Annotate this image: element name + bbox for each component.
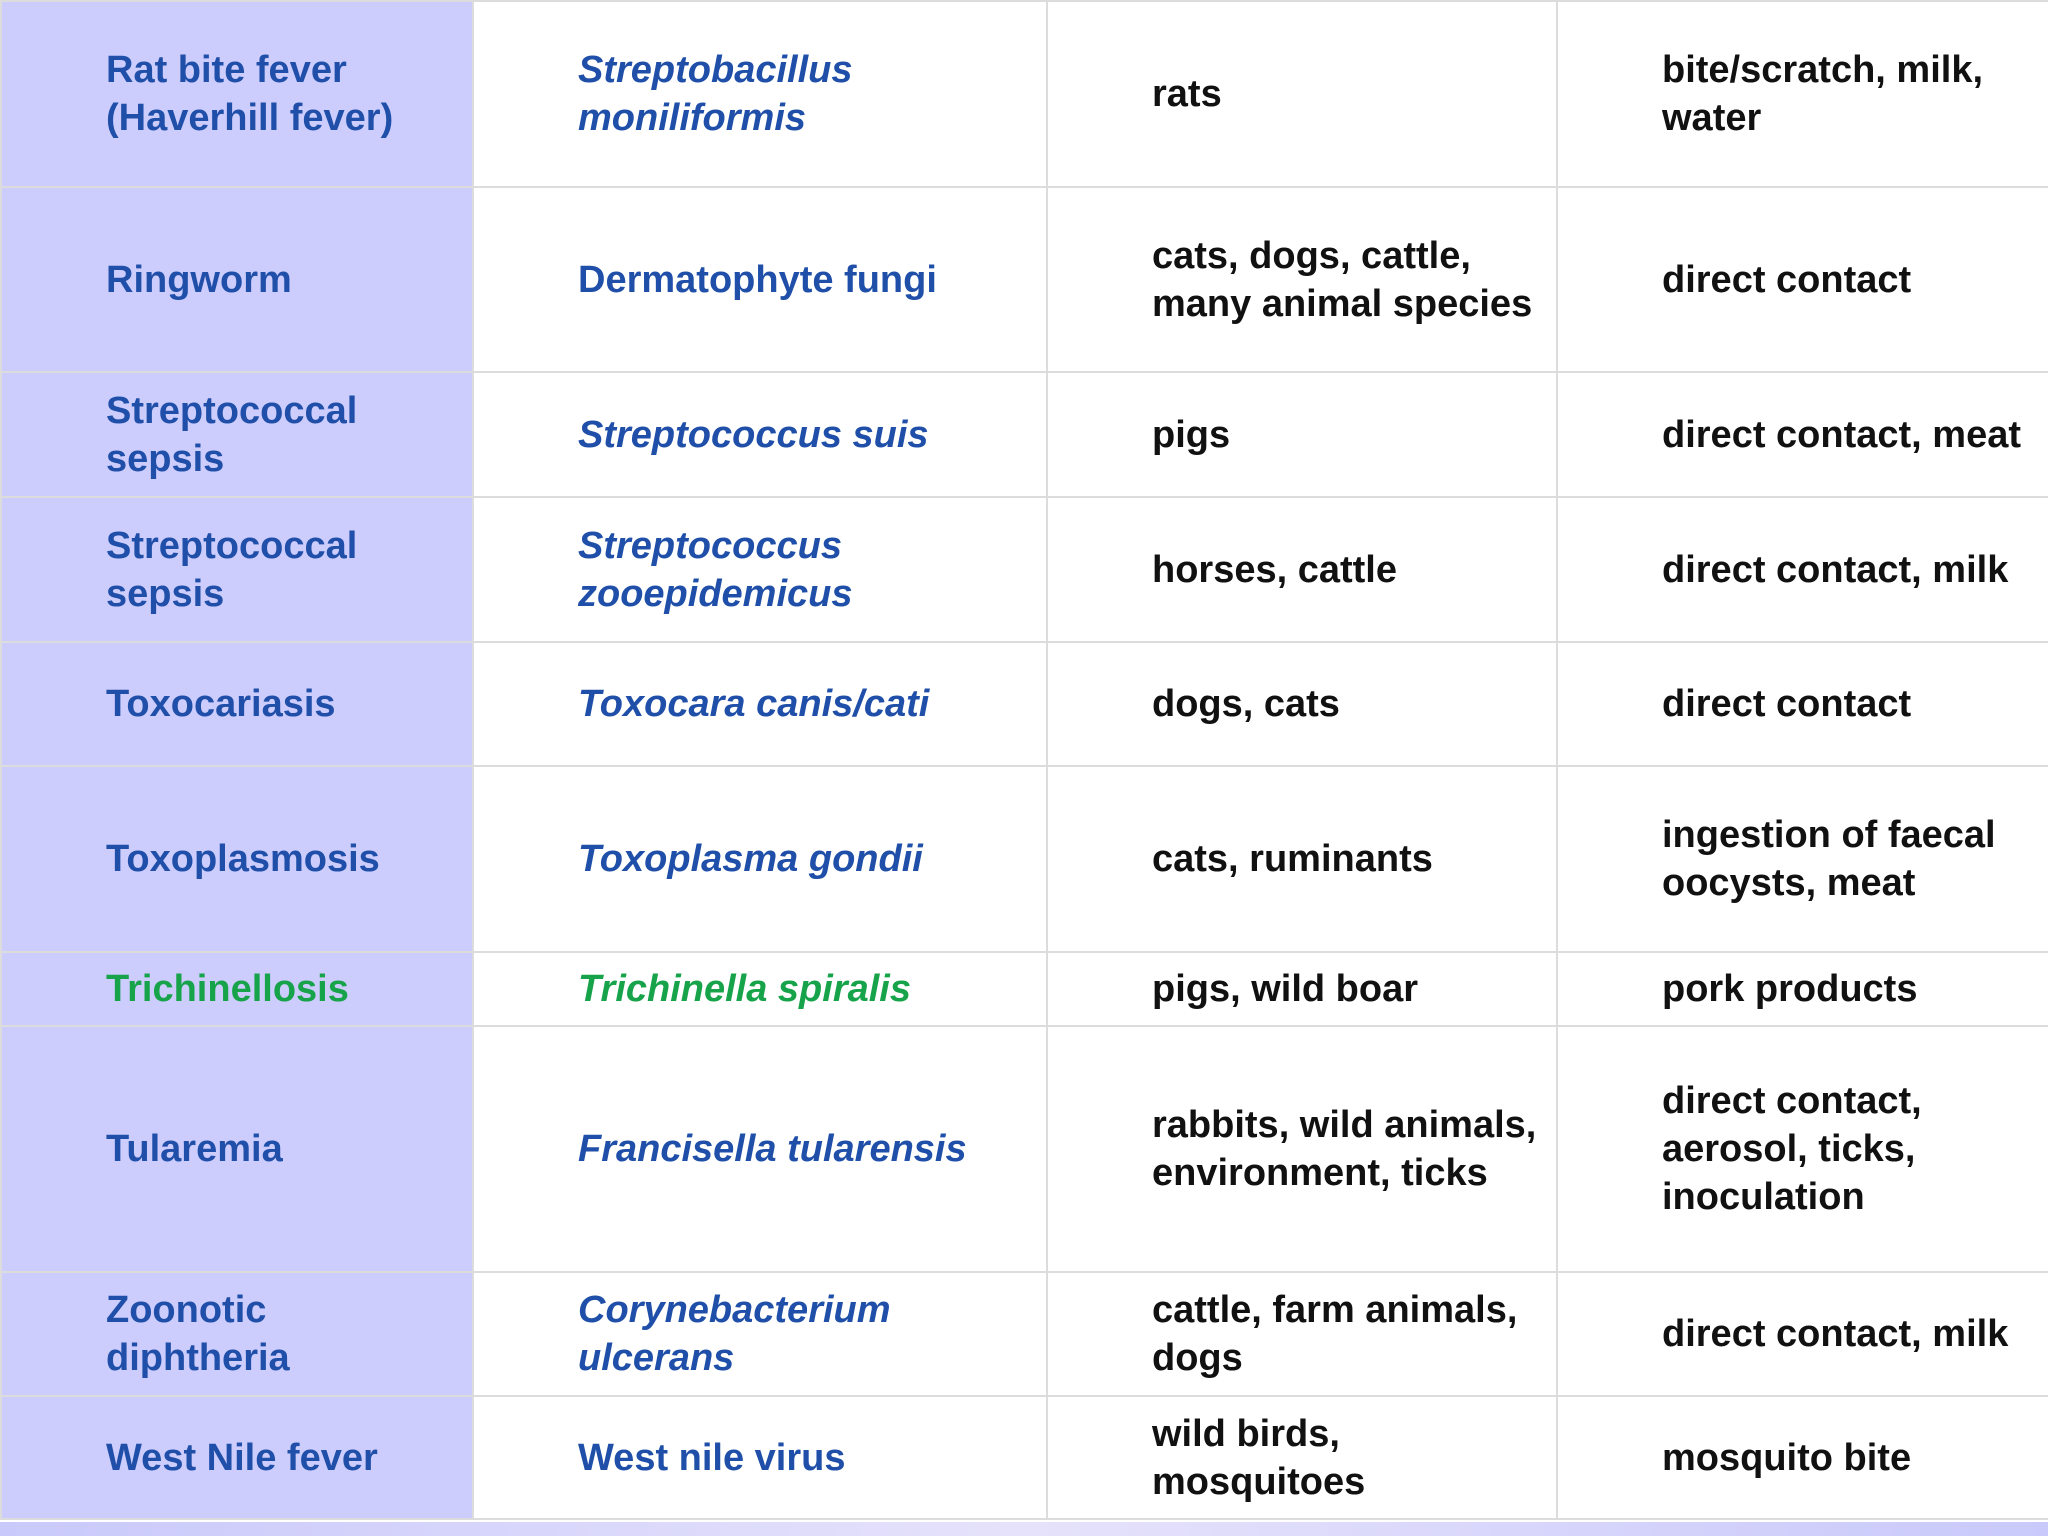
route-text: mosquito bite bbox=[1662, 1436, 1912, 1479]
agent-cell bbox=[473, 1, 1047, 187]
disease-cell bbox=[1, 187, 473, 372]
disease-text: Tularemia bbox=[106, 1128, 283, 1170]
route-text: ingestion of faecal oocysts, meat bbox=[1662, 814, 1996, 904]
agent-text: Francisella tularensis bbox=[578, 1128, 967, 1170]
reservoir-cell bbox=[1047, 642, 1557, 766]
reservoir-text: cattle, farm animals, dogs bbox=[1152, 1289, 1518, 1379]
disease-text: West Nile fever bbox=[106, 1436, 378, 1479]
disease-cell bbox=[1, 1396, 473, 1519]
disease-cell bbox=[1, 642, 473, 766]
disease-cell bbox=[1, 952, 473, 1026]
agent-cell bbox=[473, 1026, 1047, 1272]
reservoir-text: horses, cattle bbox=[1152, 548, 1397, 591]
reservoir-text: cats, ruminants bbox=[1152, 838, 1433, 880]
bottom-accent-band bbox=[0, 1522, 2048, 1536]
agent-cell bbox=[473, 372, 1047, 497]
route-cell bbox=[1557, 766, 2048, 952]
reservoir-text: wild birds, mosquitoes bbox=[1152, 1412, 1366, 1503]
agent-text: Streptococcus suis bbox=[578, 413, 929, 456]
route-cell bbox=[1557, 187, 2048, 372]
reservoir-cell bbox=[1047, 187, 1557, 372]
disease-text: Toxoplasmosis bbox=[106, 838, 380, 880]
reservoir-cell bbox=[1047, 1396, 1557, 1519]
disease-text: Zoonotic diphtheria bbox=[106, 1289, 290, 1379]
table-row bbox=[1, 1026, 2048, 1272]
disease-cell bbox=[1, 1026, 473, 1272]
agent-text: Dermatophyte fungi bbox=[578, 258, 937, 301]
reservoir-cell bbox=[1047, 497, 1557, 642]
disease-cell bbox=[1, 1, 473, 187]
reservoir-cell bbox=[1047, 372, 1557, 497]
disease-text: Ringworm bbox=[106, 258, 292, 301]
route-cell bbox=[1557, 1026, 2048, 1272]
reservoir-text: cats, dogs, cattle, many animal species bbox=[1152, 234, 1533, 325]
route-text: pork products bbox=[1662, 968, 1918, 1010]
disease-text: Streptococcal sepsis bbox=[106, 389, 358, 480]
disease-cell bbox=[1, 1272, 473, 1396]
route-cell bbox=[1557, 642, 2048, 766]
route-text: bite/scratch, milk, water bbox=[1662, 49, 1984, 139]
disease-text: Streptococcal sepsis bbox=[106, 524, 358, 615]
agent-text: West nile virus bbox=[578, 1436, 846, 1479]
route-cell bbox=[1557, 1, 2048, 187]
agent-cell bbox=[473, 187, 1047, 372]
table-row bbox=[1, 1, 2048, 187]
disease-text: Trichinellosis bbox=[106, 968, 349, 1010]
route-cell bbox=[1557, 1272, 2048, 1396]
reservoir-cell bbox=[1047, 1026, 1557, 1272]
route-text: direct contact bbox=[1662, 258, 1912, 301]
table-body bbox=[1, 1, 2048, 1519]
route-cell bbox=[1557, 952, 2048, 1026]
route-cell bbox=[1557, 497, 2048, 642]
reservoir-text: dogs, cats bbox=[1152, 683, 1340, 725]
reservoir-cell bbox=[1047, 1272, 1557, 1396]
table-row bbox=[1, 497, 2048, 642]
route-text: direct contact, milk bbox=[1662, 548, 2009, 591]
agent-text: Trichinella spiralis bbox=[578, 968, 912, 1010]
disease-cell bbox=[1, 372, 473, 497]
agent-text: Toxocara canis/cati bbox=[578, 683, 930, 725]
table-row bbox=[1, 372, 2048, 497]
table-row bbox=[1, 1396, 2048, 1519]
disease-text: Rat bite fever (Haverhill fever) bbox=[106, 49, 394, 139]
agent-text: Toxoplasma gondii bbox=[578, 838, 923, 880]
agent-cell bbox=[473, 766, 1047, 952]
table-row bbox=[1, 766, 2048, 952]
agent-text: Streptococcus zooepidemicus bbox=[578, 524, 853, 615]
reservoir-cell bbox=[1047, 1, 1557, 187]
route-cell bbox=[1557, 1396, 2048, 1519]
disease-cell bbox=[1, 497, 473, 642]
route-text: direct contact, aerosol, ticks, inoculation bbox=[1662, 1080, 1922, 1218]
agent-cell bbox=[473, 1272, 1047, 1396]
disease-cell bbox=[1, 766, 473, 952]
agent-cell bbox=[473, 952, 1047, 1026]
agent-cell bbox=[473, 497, 1047, 642]
table-row bbox=[1, 187, 2048, 372]
reservoir-text: rabbits, wild animals, environment, ticks bbox=[1152, 1104, 1537, 1194]
disease-text: Toxocariasis bbox=[106, 683, 336, 725]
reservoir-cell bbox=[1047, 766, 1557, 952]
agent-text: Corynebacterium ulcerans bbox=[578, 1289, 891, 1379]
route-text: direct contact, milk bbox=[1662, 1313, 2009, 1355]
reservoir-text: rats bbox=[1152, 73, 1222, 115]
agent-text: Streptobacillus moniliformis bbox=[578, 49, 853, 139]
table-row bbox=[1, 952, 2048, 1026]
route-text: direct contact, meat bbox=[1662, 413, 2021, 456]
route-text: direct contact bbox=[1662, 683, 1912, 725]
agent-cell bbox=[473, 1396, 1047, 1519]
route-cell bbox=[1557, 372, 2048, 497]
table-row bbox=[1, 642, 2048, 766]
table-row bbox=[1, 1272, 2048, 1396]
reservoir-cell bbox=[1047, 952, 1557, 1026]
agent-cell bbox=[473, 642, 1047, 766]
reservoir-text: pigs bbox=[1152, 413, 1231, 456]
reservoir-text: pigs, wild boar bbox=[1152, 968, 1419, 1010]
